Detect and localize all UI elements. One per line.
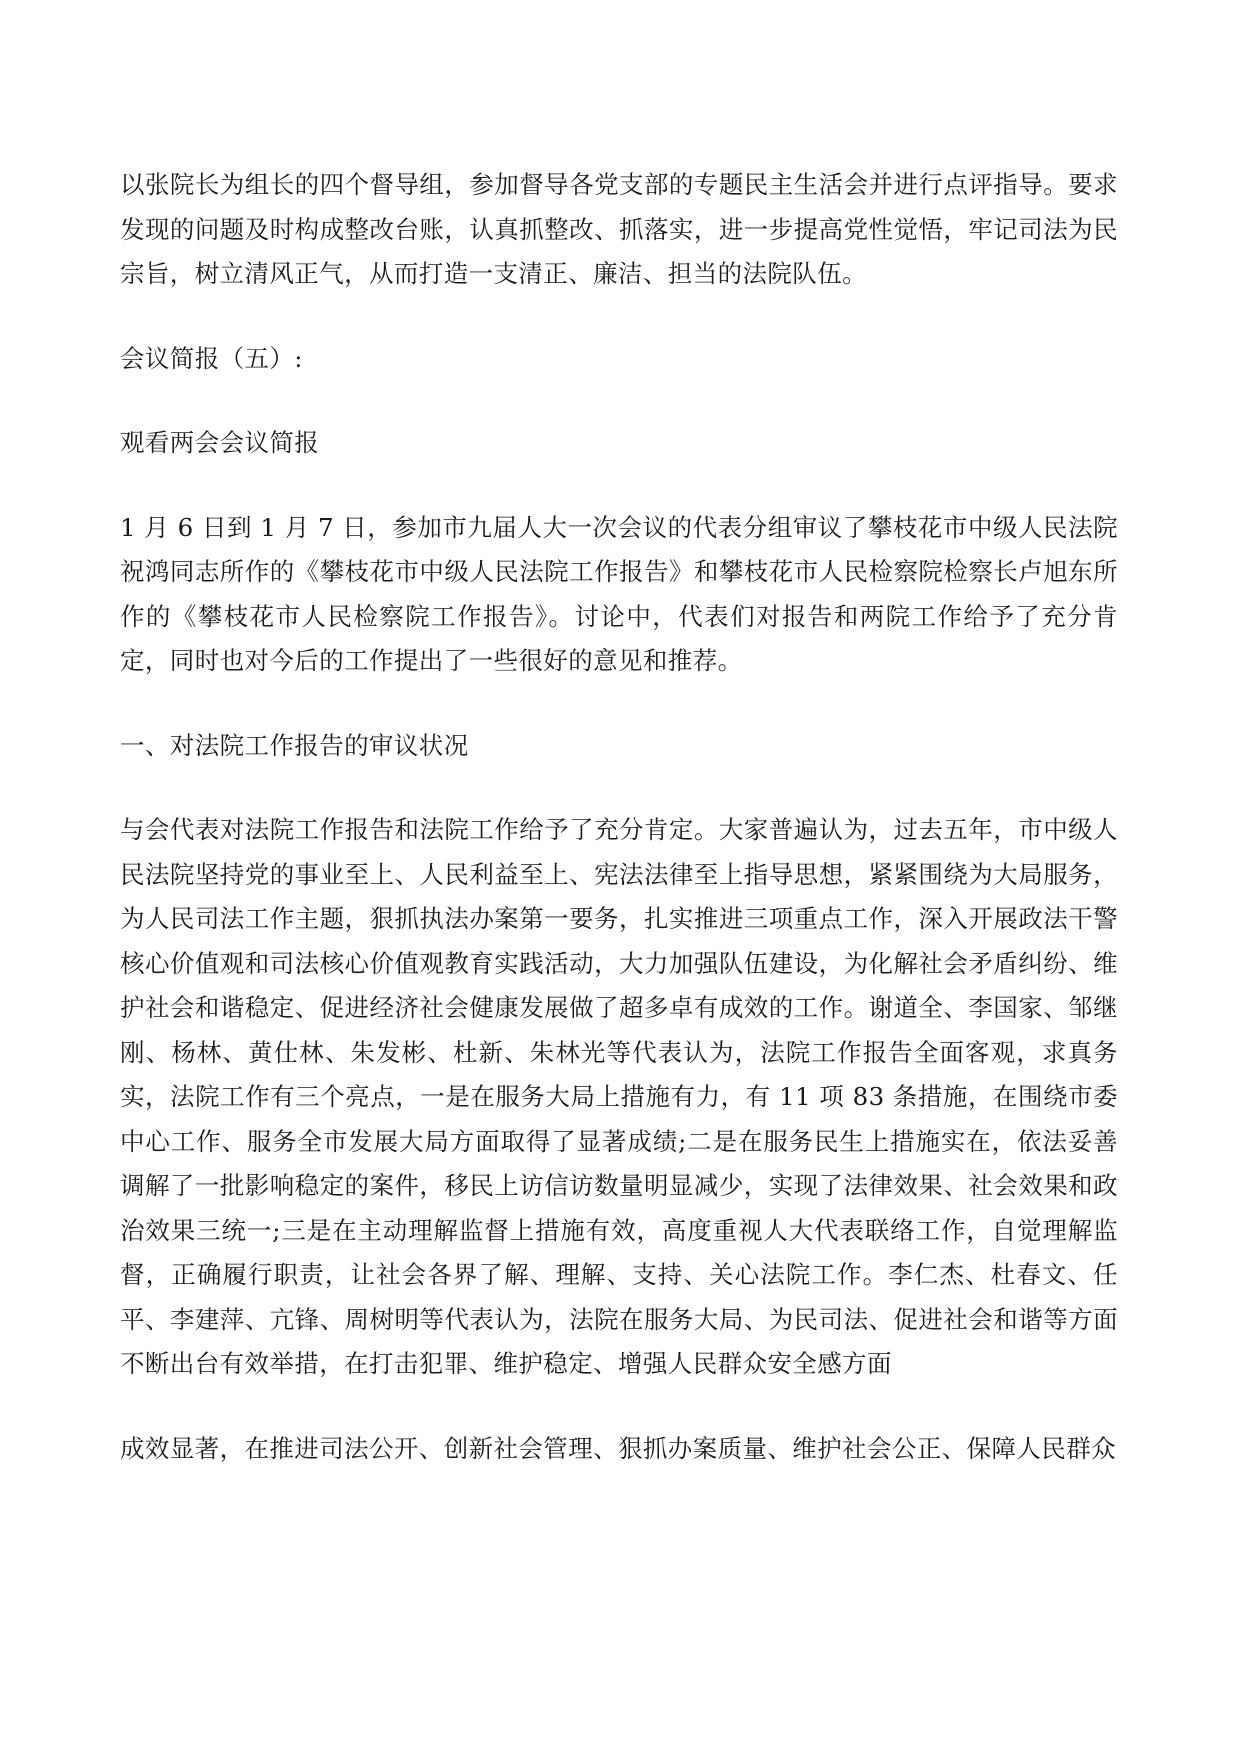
- paragraph-court-report-review: 与会代表对法院工作报告和法院工作给予了充分肯定。大家普遍认为，过去五年，市中级人民法院坚持党的事业至上、人民利益至上、宪法法律至上指导思想，紧紧围绕为大局服务，为人民司法工作主题，狠抓执法办案第一要务，扎实推进三项重点工作，深入开展政法干警核心价值观和司法核心价值观教育实践活动，大力加强队伍建设，为化解社会矛盾纠纷、维护社会和谐稳定、促进经济社会健康发展做了超多卓有成效的工作。谢道全、李国家、邹继刚、杨林、黄仕林、朱发彬、杜新、朱林光等代表认为，法院工作报告全面客观，求真务实，法院工作有三个亮点，一是在服务大局上措施有力，有 11 项 83 条措施，在围绕市委中心工作、服务全市发展大局方面取得了显著成绩;二是在服务民生上措施实在，依法妥善调解了一批影响稳定的案件，移民上访信访数量明显减少，实现了法律效果、社会效果和政治效果三统一;三是在主动理解监督上措施有效，高度重视人大代表联络工作，自觉理解监督，正确履行职责，让社会各界了解、理解、支持、关心法院工作。李仁杰、杜春文、任平、李建萍、亢锋、周树明等代表认为，法院在服务大局、为民司法、促进社会和谐等方面不断出台有效举措，在打击犯罪、维护稳定、增强人民群众安全感方面: [120, 815, 1118, 1378]
- paragraph-briefing-subtitle: 观看两会会议简报: [120, 428, 320, 457]
- paragraph-congress-review: 1 月 6 日到 1 月 7 日，参加市九届人大一次会议的代表分组审议了攀枝花市中级人民法院祝鸿同志所作的《攀枝花市中级人民法院工作报告》和攀枝花市人民检察院检察长卢旭东所作的《攀枝花市人民检察院工作报告》。讨论中，代表们对报告和两院工作给予了充分肯定，同时也对今后的工作提出了一些很好的意见和推荐。: [120, 512, 1118, 675]
- paragraph-continued-text: 成效显著，在推进司法公开、创新社会管理、狠抓办案质量、维护社会公正、保障人民群众: [120, 1433, 1116, 1463]
- paragraph-briefing-title: 会议简报（五）:: [120, 343, 303, 373]
- section-heading-court-report: 一、对法院工作报告的审议状况: [120, 730, 469, 760]
- paragraph-supervision-groups: 以张院长为组长的四个督导组，参加督导各党支部的专题民主生活会并进行点评指导。要求发现的问题及时构成整改台账，认真抓整改、抓落实，进一步提高党性觉悟，牢记司法为民宗旨，树立清风正气，从而打造一支清正、廉洁、担当的法院队伍。: [120, 170, 1118, 288]
- document-body: [120, 163, 1118, 1471]
